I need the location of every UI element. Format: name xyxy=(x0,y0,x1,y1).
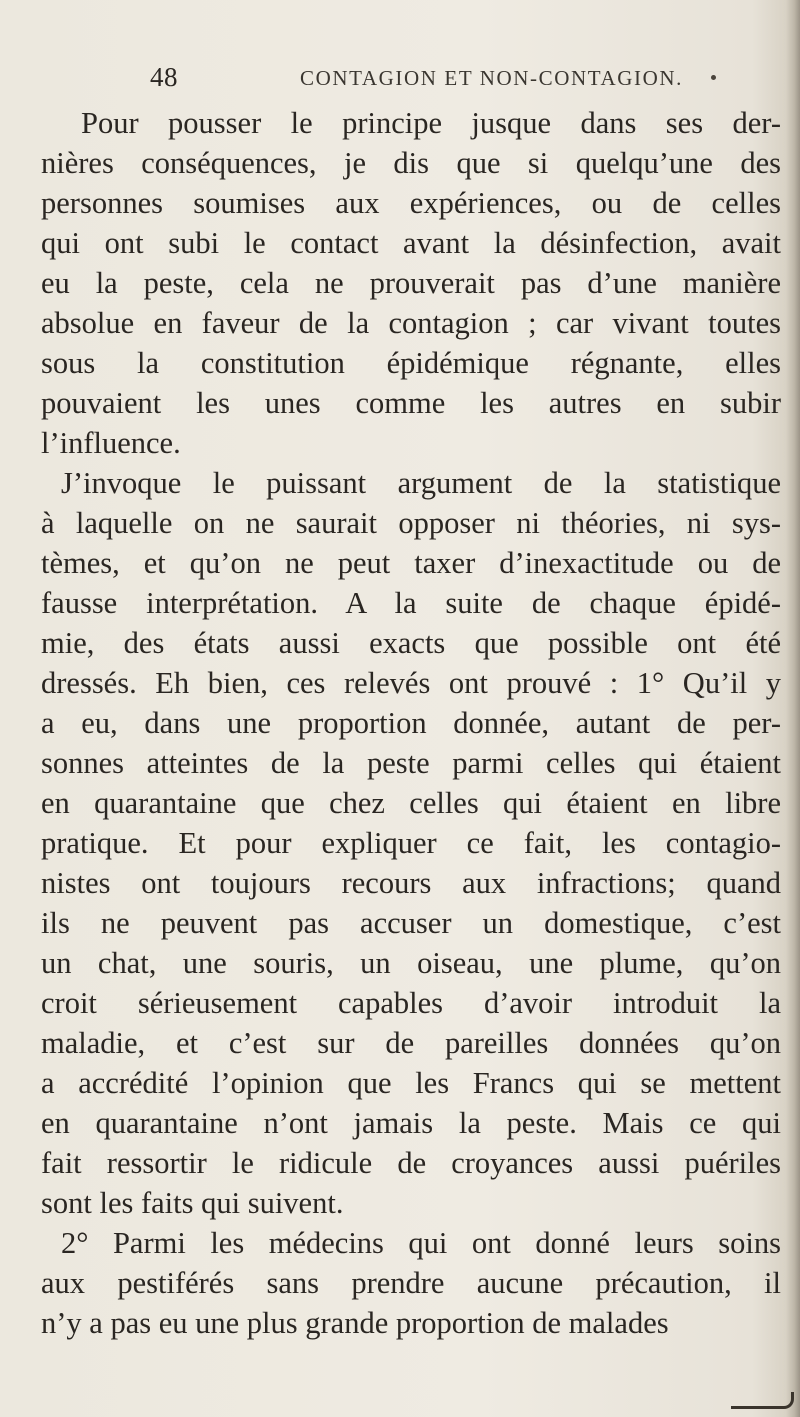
text-line: dressés. Eh bien, ces relevés ont prouvé : 1° Qu’il y xyxy=(41,666,781,700)
text-line: Pour pousser le principe jusque dans ses der- xyxy=(81,106,781,140)
text-line: l’influence. xyxy=(41,426,181,460)
text-line: pratique. Et pour expliquer ce fait, les contagio- xyxy=(41,826,781,860)
text-line: sonnes atteintes de la peste parmi celles qui étaient xyxy=(41,746,781,780)
text-line: personnes soumises aux expériences, ou de celles xyxy=(41,186,781,220)
text-line: un chat, une souris, un oiseau, une plume, qu’on xyxy=(41,946,781,980)
text-line: eu la peste, cela ne prouverait pas d’une manière xyxy=(41,266,781,300)
text-line: à laquelle on ne saurait opposer ni théories, ni sys- xyxy=(41,506,781,540)
text-line: qui ont subi le contact avant la désinfection, avait xyxy=(41,226,781,260)
text-line: nières conséquences, je dis que si quelqu’une des xyxy=(41,146,781,180)
running-head xyxy=(0,62,800,98)
text-line: fausse interprétation. A la suite de chaque épidé- xyxy=(41,586,781,620)
text-line: tèmes, et qu’on ne peut taxer d’inexactitude ou de xyxy=(41,546,781,580)
text-line: n’y a pas eu une plus grande proportion de malades xyxy=(41,1306,669,1340)
ink-speck xyxy=(711,75,716,80)
text-line: ils ne peuvent pas accuser un domestique, c’est xyxy=(41,906,781,940)
text-line: J’invoque le puissant argument de la statistique xyxy=(61,466,781,500)
text-line: a accrédité l’opinion que les Francs qui se mettent xyxy=(41,1066,781,1100)
page-corner-mark xyxy=(731,1392,794,1409)
text-line: en quarantaine n’ont jamais la peste. Mais ce qui xyxy=(41,1106,781,1140)
text-line: maladie, et c’est sur de pareilles données qu’on xyxy=(41,1026,781,1060)
text-line: 2° Parmi les médecins qui ont donné leurs soins xyxy=(61,1226,781,1260)
text-line: aux pestiférés sans prendre aucune précaution, il xyxy=(41,1266,781,1300)
text-line: sont les faits qui suivent. xyxy=(41,1186,344,1220)
text-line: croit sérieusement capables d’avoir introduit la xyxy=(41,986,781,1020)
text-line: mie, des états aussi exacts que possible ont été xyxy=(41,626,781,660)
text-line: sous la constitution épidémique régnante, elles xyxy=(41,346,781,380)
text-line: a eu, dans une proportion donnée, autant de per- xyxy=(41,706,781,740)
page-number: 48 xyxy=(150,62,178,92)
text-line: en quarantaine que chez celles qui étaient en libre xyxy=(41,786,781,820)
running-title: CONTAGION ET NON-CONTAGION. xyxy=(300,66,683,90)
text-line: pouvaient les unes comme les autres en subir xyxy=(41,386,781,420)
text-line: absolue en faveur de la contagion ; car vivant toutes xyxy=(41,306,781,340)
text-line: fait ressortir le ridicule de croyances aussi puériles xyxy=(41,1146,781,1180)
text-line: nistes ont toujours recours aux infractions; quand xyxy=(41,866,781,900)
